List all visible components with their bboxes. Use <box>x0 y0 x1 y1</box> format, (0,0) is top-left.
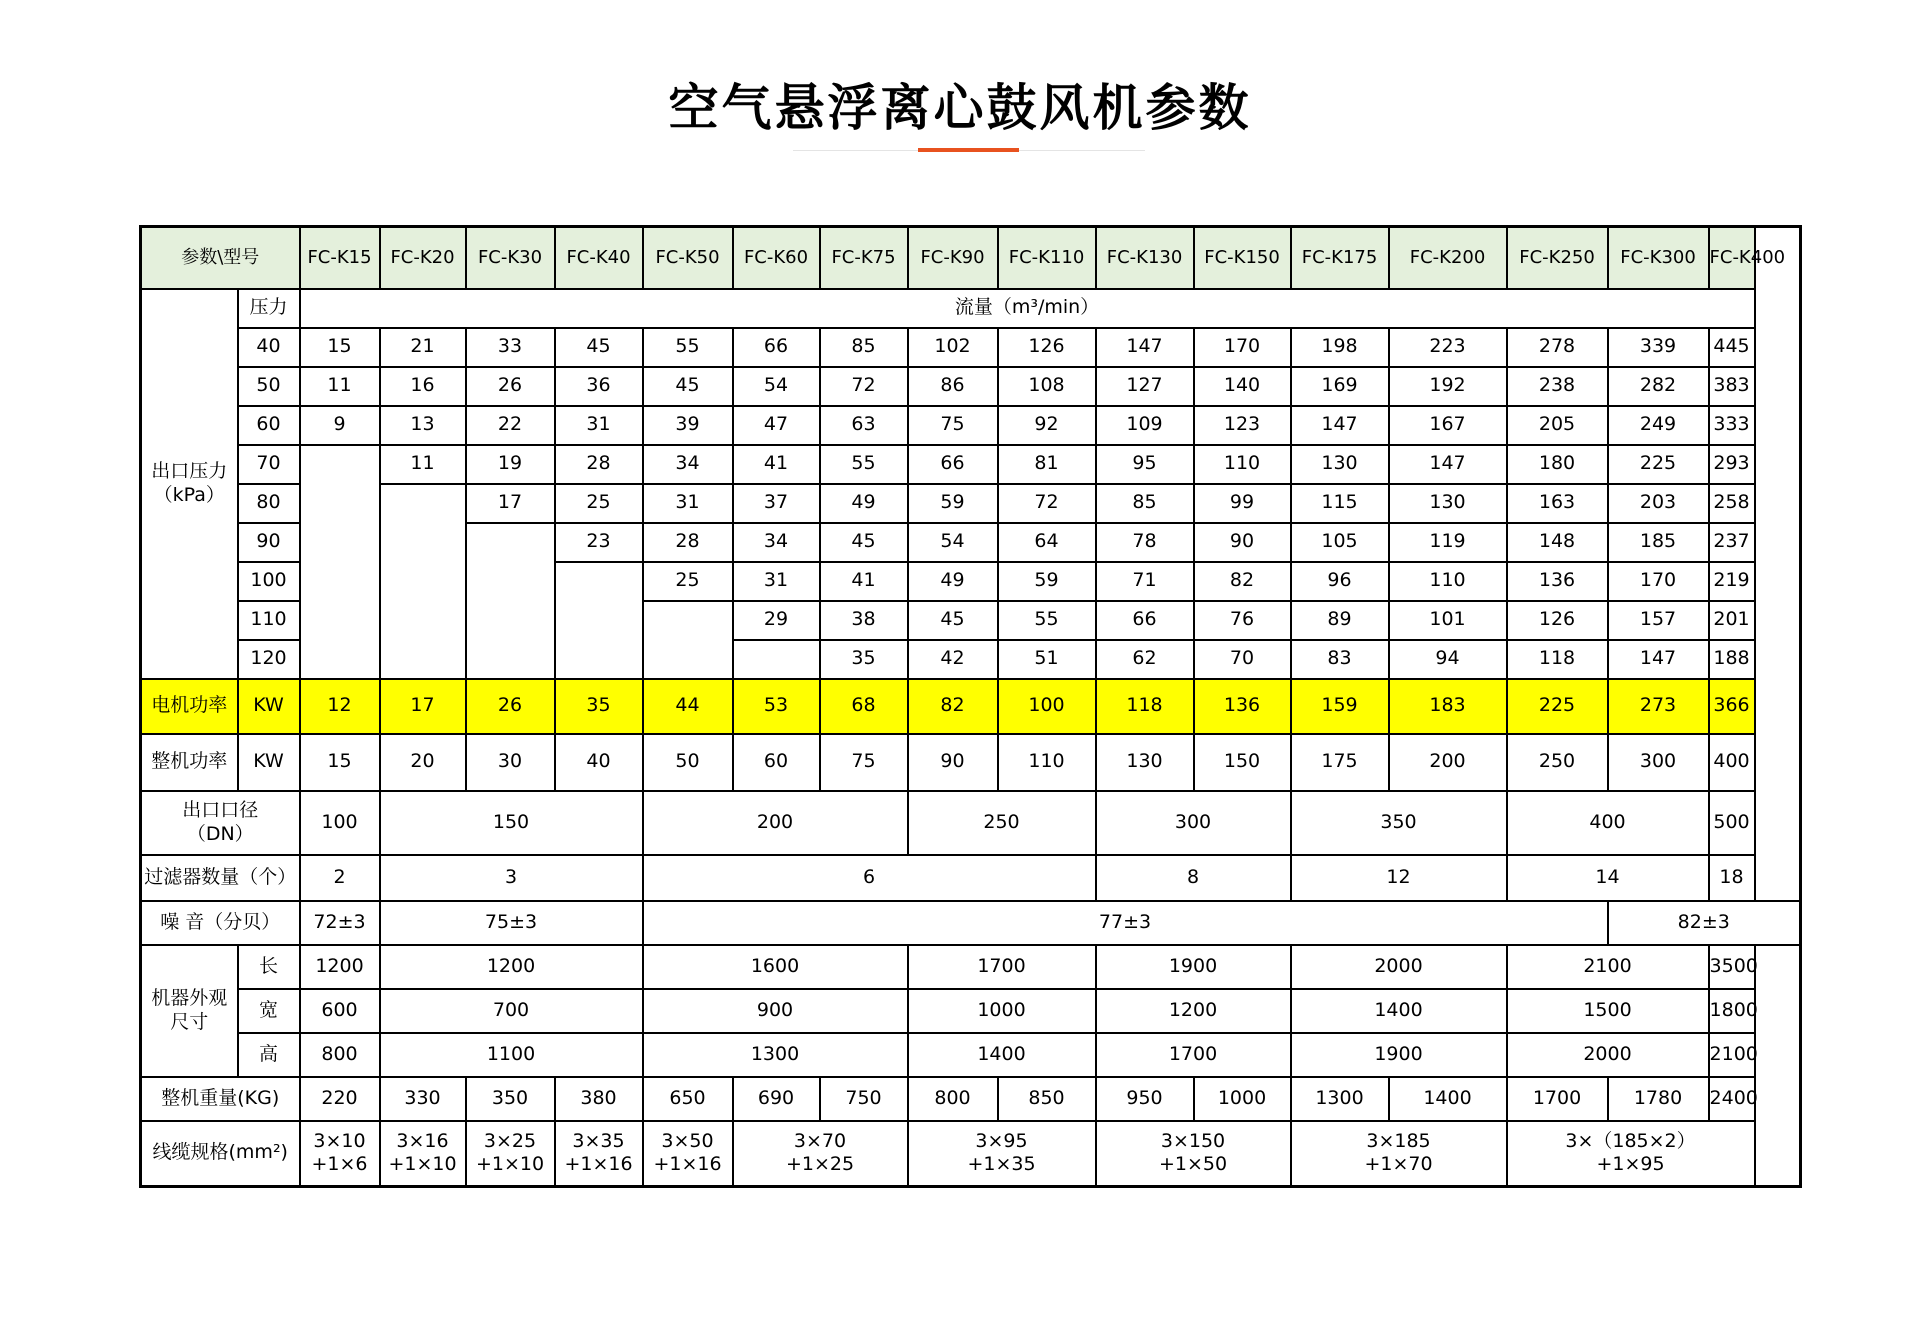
flow-value: 140 <box>1194 367 1291 406</box>
dimension-height-value: 1400 <box>908 1033 1096 1077</box>
flow-value: 41 <box>820 562 908 601</box>
flow-value: 59 <box>998 562 1096 601</box>
outlet-diameter-value: 150 <box>380 791 643 855</box>
flow-value: 76 <box>1194 601 1291 640</box>
flow-value: 147 <box>1608 640 1709 679</box>
flow-value: 21 <box>380 328 466 367</box>
total-power-value: 15 <box>300 734 380 791</box>
cable-value: 3×25 +1×10 <box>466 1121 555 1187</box>
flow-value: 42 <box>908 640 998 679</box>
dimension-length-value: 2100 <box>1507 945 1709 989</box>
flow-value: 167 <box>1389 406 1507 445</box>
weight-value: 1300 <box>1291 1077 1389 1121</box>
flow-value: 47 <box>733 406 820 445</box>
flow-value: 95 <box>1096 445 1194 484</box>
flow-value: 219 <box>1709 562 1755 601</box>
dimension-height-value: 800 <box>300 1033 380 1077</box>
total-power-value: 30 <box>466 734 555 791</box>
flow-value: 105 <box>1291 523 1389 562</box>
dimension-length-value: 1600 <box>643 945 908 989</box>
flow-value: 99 <box>1194 484 1291 523</box>
flow-value: 278 <box>1507 328 1608 367</box>
pressure-row <box>141 367 1801 406</box>
flow-value: 38 <box>820 601 908 640</box>
flow-value: 59 <box>908 484 998 523</box>
flow-value: 383 <box>1709 367 1755 406</box>
motor-power-value: 12 <box>300 679 380 734</box>
flow-value: 94 <box>1389 640 1507 679</box>
flow-value: 238 <box>1507 367 1608 406</box>
model-header: FC-K110 <box>998 227 1096 289</box>
motor-power-value: 183 <box>1389 679 1507 734</box>
weight-label: 整机重量(KG) <box>141 1077 300 1121</box>
flow-value: 109 <box>1096 406 1194 445</box>
total-power-row <box>141 734 1801 791</box>
flow-value: 119 <box>1389 523 1507 562</box>
noise-row <box>141 901 1801 945</box>
total-power-label: 整机功率 <box>141 734 238 791</box>
cable-value: 3×35 +1×16 <box>555 1121 643 1187</box>
motor-power-value: 118 <box>1096 679 1194 734</box>
dimensions-label: 机器外观 尺寸 <box>141 945 238 1077</box>
flow-value: 72 <box>820 367 908 406</box>
dimension-width-value: 1400 <box>1291 989 1507 1033</box>
dimension-length-value: 1200 <box>300 945 380 989</box>
outlet-diameter-value: 100 <box>300 791 380 855</box>
flow-value: 11 <box>300 367 380 406</box>
motor-power-label: 电机功率 <box>141 679 238 734</box>
motor-power-value: 100 <box>998 679 1096 734</box>
flow-value: 180 <box>1507 445 1608 484</box>
dimension-width-value: 1500 <box>1507 989 1709 1033</box>
cable-row <box>141 1121 1801 1187</box>
weight-value: 690 <box>733 1077 820 1121</box>
flow-value: 96 <box>1291 562 1389 601</box>
flow-value: 66 <box>733 328 820 367</box>
total-power-value: 50 <box>643 734 733 791</box>
weight-value: 1700 <box>1507 1077 1608 1121</box>
model-header: FC-K90 <box>908 227 998 289</box>
flow-value: 39 <box>643 406 733 445</box>
weight-value: 2400 <box>1709 1077 1755 1121</box>
total-power-value: 175 <box>1291 734 1389 791</box>
flow-value: 25 <box>643 562 733 601</box>
total-power-value: 400 <box>1709 734 1755 791</box>
flow-value: 198 <box>1291 328 1389 367</box>
flow-value: 203 <box>1608 484 1709 523</box>
dimension-length-value: 1700 <box>908 945 1096 989</box>
flow-value: 49 <box>908 562 998 601</box>
flow-value: 55 <box>820 445 908 484</box>
total-power-value: 60 <box>733 734 820 791</box>
flow-value: 49 <box>820 484 908 523</box>
flow-value: 258 <box>1709 484 1755 523</box>
filter-count-value: 12 <box>1291 855 1507 901</box>
flow-value: 92 <box>998 406 1096 445</box>
dimension-width-value: 700 <box>380 989 643 1033</box>
flow-value: 86 <box>908 367 998 406</box>
model-header: FC-K130 <box>1096 227 1194 289</box>
flow-value: 28 <box>643 523 733 562</box>
cable-value: 3×95 +1×35 <box>908 1121 1096 1187</box>
empty-cell <box>466 523 555 679</box>
flow-value: 118 <box>1507 640 1608 679</box>
flow-value: 15 <box>300 328 380 367</box>
header-row <box>141 227 1801 289</box>
flow-value: 16 <box>380 367 466 406</box>
flow-value: 55 <box>998 601 1096 640</box>
weight-value: 220 <box>300 1077 380 1121</box>
flow-value: 130 <box>1291 445 1389 484</box>
pressure-row <box>141 406 1801 445</box>
flow-value: 126 <box>998 328 1096 367</box>
flow-value: 29 <box>733 601 820 640</box>
weight-row <box>141 1077 1801 1121</box>
flow-value: 108 <box>998 367 1096 406</box>
cable-value: 3×50 +1×16 <box>643 1121 733 1187</box>
flow-value: 45 <box>643 367 733 406</box>
outlet-diameter-label: 出口口径 （DN） <box>141 791 300 855</box>
flow-value: 13 <box>380 406 466 445</box>
filter-count-value: 8 <box>1096 855 1291 901</box>
flow-value: 72 <box>998 484 1096 523</box>
flow-value: 54 <box>908 523 998 562</box>
filter-count-value: 3 <box>380 855 643 901</box>
empty-cell <box>733 640 820 679</box>
dimension-height-value: 2100 <box>1709 1033 1755 1077</box>
weight-value: 1780 <box>1608 1077 1709 1121</box>
filter-count-value: 14 <box>1507 855 1709 901</box>
empty-cell <box>300 445 380 679</box>
dimension-length-value: 3500 <box>1709 945 1755 989</box>
total-power-value: 150 <box>1194 734 1291 791</box>
model-header: FC-K150 <box>1194 227 1291 289</box>
pressure-value: 110 <box>238 601 300 640</box>
total-power-value: 75 <box>820 734 908 791</box>
flow-value: 45 <box>820 523 908 562</box>
motor-power-value: 82 <box>908 679 998 734</box>
flow-value: 66 <box>1096 601 1194 640</box>
pressure-value: 70 <box>238 445 300 484</box>
flow-value: 90 <box>1194 523 1291 562</box>
flow-value: 55 <box>643 328 733 367</box>
motor-power-value: 44 <box>643 679 733 734</box>
flow-value: 147 <box>1389 445 1507 484</box>
flow-value: 75 <box>908 406 998 445</box>
weight-value: 650 <box>643 1077 733 1121</box>
flow-value: 101 <box>1389 601 1507 640</box>
model-header: FC-K175 <box>1291 227 1389 289</box>
flow-value: 192 <box>1389 367 1507 406</box>
flow-value: 282 <box>1608 367 1709 406</box>
noise-label: 噪 音（分贝） <box>141 901 300 945</box>
motor-power-value: 366 <box>1709 679 1755 734</box>
cable-label: 线缆规格(mm²) <box>141 1121 300 1187</box>
noise-value: 72±3 <box>300 901 380 945</box>
empty-cell <box>643 601 733 679</box>
flow-value: 169 <box>1291 367 1389 406</box>
outlet-pressure-label: 出口压力 （kPa） <box>141 289 238 679</box>
flow-value: 201 <box>1709 601 1755 640</box>
dimension-width-value: 600 <box>300 989 380 1033</box>
outlet-diameter-value: 200 <box>643 791 908 855</box>
model-header: FC-K60 <box>733 227 820 289</box>
flow-subheader-row <box>141 289 1801 328</box>
model-header: FC-K75 <box>820 227 908 289</box>
empty-cell <box>380 484 466 679</box>
flow-value: 31 <box>733 562 820 601</box>
dimension-length-value: 2000 <box>1291 945 1507 989</box>
cable-value: 3×150 +1×50 <box>1096 1121 1291 1187</box>
flow-value: 163 <box>1507 484 1608 523</box>
flow-value: 64 <box>998 523 1096 562</box>
flow-value: 35 <box>820 640 908 679</box>
flow-value: 170 <box>1194 328 1291 367</box>
flow-value: 225 <box>1608 445 1709 484</box>
flow-value: 25 <box>555 484 643 523</box>
motor-power-value: 26 <box>466 679 555 734</box>
total-power-value: 200 <box>1389 734 1507 791</box>
flow-value: 62 <box>1096 640 1194 679</box>
motor-power-value: 53 <box>733 679 820 734</box>
pressure-value: 40 <box>238 328 300 367</box>
noise-value: 82±3 <box>1608 901 1801 945</box>
parameter-table <box>139 225 1802 1188</box>
pressure-value: 120 <box>238 640 300 679</box>
flow-value: 70 <box>1194 640 1291 679</box>
motor-power-value: 159 <box>1291 679 1389 734</box>
flow-value: 185 <box>1608 523 1709 562</box>
dimension-width-value: 1000 <box>908 989 1096 1033</box>
flow-value: 123 <box>1194 406 1291 445</box>
cable-value: 3×16 +1×10 <box>380 1121 466 1187</box>
pressure-value: 80 <box>238 484 300 523</box>
dimension-height-value: 1700 <box>1096 1033 1291 1077</box>
model-header: FC-K200 <box>1389 227 1507 289</box>
flow-value: 85 <box>820 328 908 367</box>
dimension-height-value: 1100 <box>380 1033 643 1077</box>
flow-value: 110 <box>1194 445 1291 484</box>
title-accent-bar <box>918 148 1019 152</box>
dimension-width-value: 1800 <box>1709 989 1755 1033</box>
flow-value: 102 <box>908 328 998 367</box>
flow-value: 89 <box>1291 601 1389 640</box>
dimension-row-width <box>141 989 1801 1033</box>
corner-header: 参数\型号 <box>141 227 300 289</box>
flow-value: 31 <box>555 406 643 445</box>
total-power-unit: KW <box>238 734 300 791</box>
outlet-diameter-value: 350 <box>1291 791 1507 855</box>
weight-value: 800 <box>908 1077 998 1121</box>
flow-value: 205 <box>1507 406 1608 445</box>
flow-value: 37 <box>733 484 820 523</box>
outlet-diameter-value: 250 <box>908 791 1096 855</box>
weight-value: 330 <box>380 1077 466 1121</box>
dimension-row-length <box>141 945 1801 989</box>
model-header: FC-K40 <box>555 227 643 289</box>
flow-value: 71 <box>1096 562 1194 601</box>
pressure-value: 100 <box>238 562 300 601</box>
flow-value: 34 <box>643 445 733 484</box>
flow-value: 110 <box>1389 562 1507 601</box>
pressure-value: 50 <box>238 367 300 406</box>
flow-value: 51 <box>998 640 1096 679</box>
model-header: FC-K50 <box>643 227 733 289</box>
filter-count-value: 6 <box>643 855 1096 901</box>
flow-value: 148 <box>1507 523 1608 562</box>
cable-value: 3×（185×2） +1×95 <box>1507 1121 1755 1187</box>
flow-value: 339 <box>1608 328 1709 367</box>
pressure-row <box>141 484 1801 523</box>
outlet-diameter-value: 500 <box>1709 791 1755 855</box>
flow-value: 223 <box>1389 328 1507 367</box>
cable-value: 3×10 +1×6 <box>300 1121 380 1187</box>
flow-value: 81 <box>998 445 1096 484</box>
dimension-height-label: 高 <box>238 1033 300 1077</box>
flow-value: 26 <box>466 367 555 406</box>
pressure-value: 90 <box>238 523 300 562</box>
weight-value: 750 <box>820 1077 908 1121</box>
model-header: FC-K30 <box>466 227 555 289</box>
flow-value: 41 <box>733 445 820 484</box>
flow-value: 34 <box>733 523 820 562</box>
flow-value: 147 <box>1291 406 1389 445</box>
flow-value: 188 <box>1709 640 1755 679</box>
flow-value: 45 <box>908 601 998 640</box>
weight-value: 950 <box>1096 1077 1194 1121</box>
flow-value: 36 <box>555 367 643 406</box>
flow-value: 33 <box>466 328 555 367</box>
weight-value: 1400 <box>1389 1077 1507 1121</box>
motor-power-value: 17 <box>380 679 466 734</box>
flow-value: 23 <box>555 523 643 562</box>
flow-value: 82 <box>1194 562 1291 601</box>
total-power-value: 40 <box>555 734 643 791</box>
total-power-value: 110 <box>998 734 1096 791</box>
pressure-row <box>141 328 1801 367</box>
total-power-value: 90 <box>908 734 998 791</box>
weight-value: 380 <box>555 1077 643 1121</box>
dimension-width-value: 1200 <box>1096 989 1291 1033</box>
model-header: FC-K250 <box>1507 227 1608 289</box>
dimension-height-value: 1300 <box>643 1033 908 1077</box>
filter-count-value: 18 <box>1709 855 1755 901</box>
flow-value: 127 <box>1096 367 1194 406</box>
dimension-length-label: 长 <box>238 945 300 989</box>
flow-value: 45 <box>555 328 643 367</box>
flow-value: 147 <box>1096 328 1194 367</box>
pressure-row <box>141 445 1801 484</box>
flow-value: 126 <box>1507 601 1608 640</box>
pressure-subheader: 压力 <box>238 289 300 328</box>
dimension-length-value: 1900 <box>1096 945 1291 989</box>
outlet-diameter-value: 400 <box>1507 791 1709 855</box>
motor-power-value: 68 <box>820 679 908 734</box>
flow-value: 445 <box>1709 328 1755 367</box>
dimension-length-value: 1200 <box>380 945 643 989</box>
flow-value: 66 <box>908 445 998 484</box>
motor-power-row <box>141 679 1801 734</box>
total-power-value: 20 <box>380 734 466 791</box>
flow-value: 83 <box>1291 640 1389 679</box>
noise-value: 75±3 <box>380 901 643 945</box>
total-power-value: 250 <box>1507 734 1608 791</box>
motor-power-unit: KW <box>238 679 300 734</box>
flow-value: 85 <box>1096 484 1194 523</box>
flow-value: 22 <box>466 406 555 445</box>
dimension-height-value: 2000 <box>1507 1033 1709 1077</box>
flow-value: 78 <box>1096 523 1194 562</box>
filter-count-value: 2 <box>300 855 380 901</box>
flow-value: 28 <box>555 445 643 484</box>
outlet-diameter-value: 300 <box>1096 791 1291 855</box>
model-header: FC-K15 <box>300 227 380 289</box>
flow-value: 333 <box>1709 406 1755 445</box>
flow-value: 170 <box>1608 562 1709 601</box>
model-header: FC-K400 <box>1709 227 1755 289</box>
motor-power-value: 273 <box>1608 679 1709 734</box>
empty-cell <box>555 562 643 679</box>
flow-value: 31 <box>643 484 733 523</box>
flow-value: 9 <box>300 406 380 445</box>
weight-value: 850 <box>998 1077 1096 1121</box>
motor-power-value: 35 <box>555 679 643 734</box>
weight-value: 1000 <box>1194 1077 1291 1121</box>
model-header: FC-K20 <box>380 227 466 289</box>
motor-power-value: 225 <box>1507 679 1608 734</box>
flow-value: 293 <box>1709 445 1755 484</box>
flow-value: 115 <box>1291 484 1389 523</box>
page-title: 空气悬浮离心鼓风机参数 <box>668 79 1252 137</box>
pressure-value: 60 <box>238 406 300 445</box>
weight-value: 350 <box>466 1077 555 1121</box>
dimension-height-value: 1900 <box>1291 1033 1507 1077</box>
flow-value: 54 <box>733 367 820 406</box>
motor-power-value: 136 <box>1194 679 1291 734</box>
dimension-width-label: 宽 <box>238 989 300 1033</box>
filter-count-label: 过滤器数量（个） <box>141 855 300 901</box>
flow-value: 136 <box>1507 562 1608 601</box>
noise-value: 77±3 <box>643 901 1608 945</box>
dimension-width-value: 900 <box>643 989 908 1033</box>
filter-count-row <box>141 855 1801 901</box>
cable-value: 3×70 +1×25 <box>733 1121 908 1187</box>
flow-value: 157 <box>1608 601 1709 640</box>
outlet-diameter-row <box>141 791 1801 855</box>
cable-value: 3×185 +1×70 <box>1291 1121 1507 1187</box>
flow-value: 11 <box>380 445 466 484</box>
flow-value: 19 <box>466 445 555 484</box>
total-power-value: 300 <box>1608 734 1709 791</box>
flow-value: 63 <box>820 406 908 445</box>
flow-subheader: 流量（m³/min） <box>300 289 1755 328</box>
flow-value: 249 <box>1608 406 1709 445</box>
model-header: FC-K300 <box>1608 227 1709 289</box>
flow-value: 237 <box>1709 523 1755 562</box>
total-power-value: 130 <box>1096 734 1194 791</box>
dimension-row-height <box>141 1033 1801 1077</box>
flow-value: 17 <box>466 484 555 523</box>
flow-value: 130 <box>1389 484 1507 523</box>
